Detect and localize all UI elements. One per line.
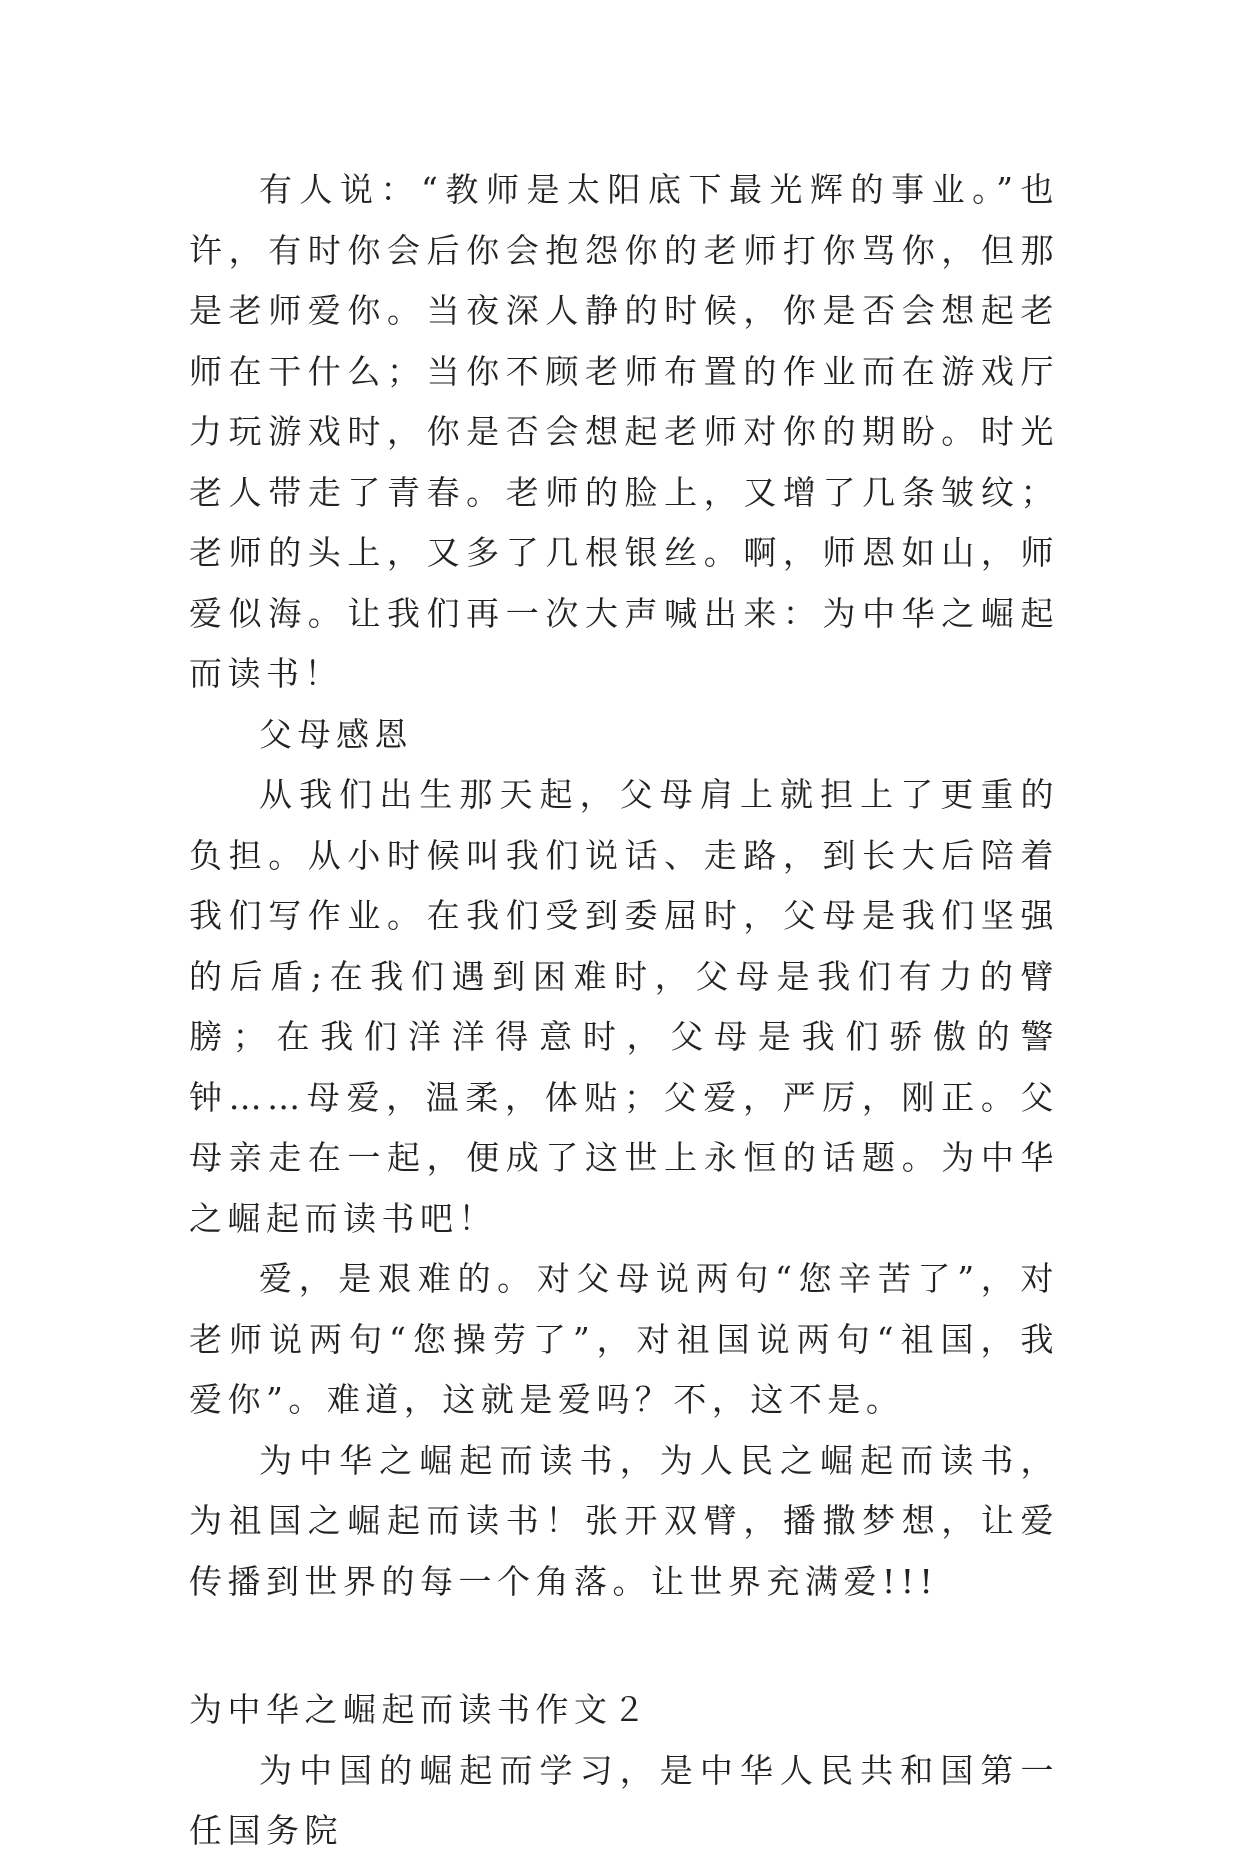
paragraph-teacher-gratitude: 有人说：“教师是太阳底下最光辉的事业。”也许，有时你会后你会抱怨你的老师打你骂你，但那是老师爱你。当夜深人静的时候，你是否会想起老师在干什么；当你不顾老师布置的作业而在游戏厅力玩游戏时，你是否会想起老师对你的期盼。时光老人带走了青春。老师的脸上，又增了几条皱纹；老师的头上，又多了几根银丝。啊，师恩如山，师爱似海。让我们再一次大声喊出来：为中华之崛起而读书！ [189,170,1059,693]
section-spacer [189,1612,1059,1680]
document-body [189,160,1059,1862]
section-first-paragraph: 为中国的崛起而学习，是中华人民共和国第一任国务院 [189,1750,1059,1850]
subheading-parents-gratitude: 父母感恩 [259,714,413,754]
section-title: 为中华之崛起而读书作文２ [189,1690,651,1729]
paragraph-parents-gratitude: 从我们出生那天起，父母肩上就担上了更重的负担。从小时候叫我们说话、走路，到长大后陪着我们写作业。在我们受到委屈时，父母是我们坚强的后盾;在我们遇到困难时，父母是我们有力的臂膀；在我们洋洋得意时，父母是我们骄傲的警钟……母爱，温柔，体贴；父爱，严厉，刚正。父母亲走在一起，便成了这世上永恒的话题。为中华之崛起而读书吧！ [189,775,1059,1238]
paragraph-closing: 为中华之崛起而读书，为人民之崛起而读书，为祖国之崛起而读书！张开双臂，播撒梦想，让爱传播到世界的每一个角落。让世界充满爱!!! [189,1440,1059,1601]
paragraph-love-is-hard: 爱，是艰难的。对父母说两句“您辛苦了”，对老师说两句“您操劳了”，对祖国说两句“祖国，我爱你”。难道，这就是爱吗？不，这不是。 [189,1259,1059,1419]
